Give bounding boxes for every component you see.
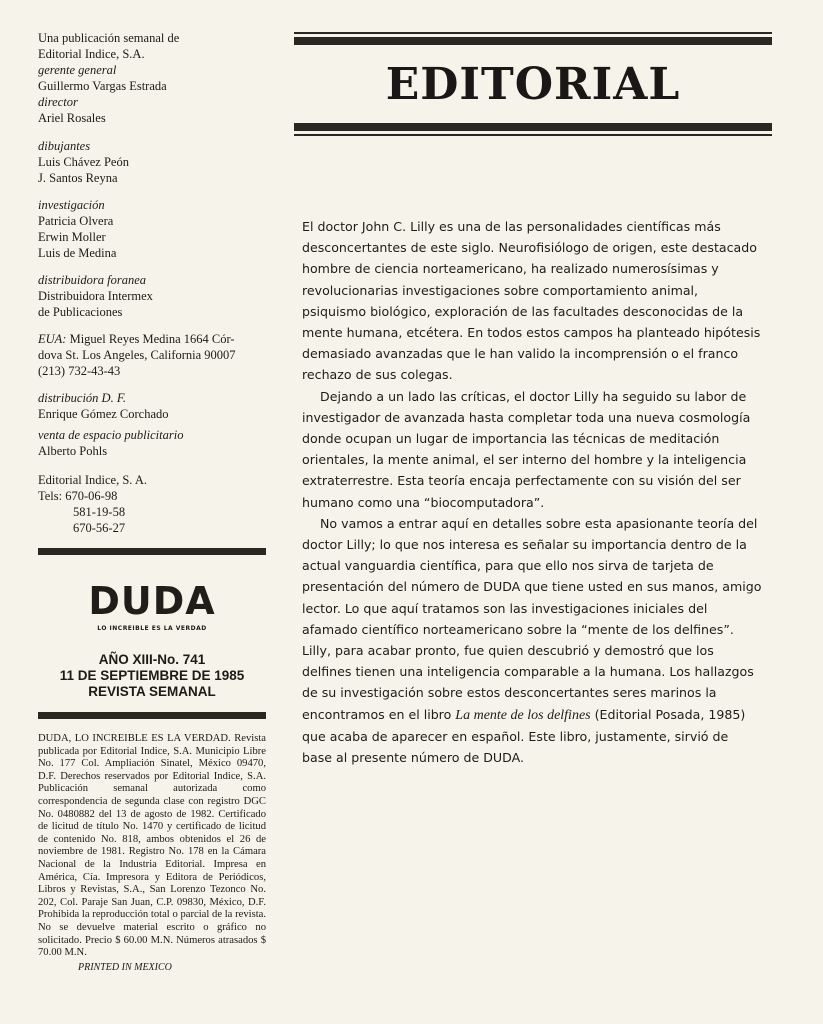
- credit-line: Distribuidora Intermex: [38, 289, 153, 303]
- credit-line: Patricia Olvera: [38, 214, 114, 228]
- credit-line: dova St. Los Angeles, California 90007: [38, 348, 236, 362]
- issue-number: AÑO XIII-No. 741: [98, 652, 206, 667]
- editorial-article: [302, 216, 762, 768]
- credit-line: Erwin Moller: [38, 230, 106, 244]
- legal-notice: DUDA, LO INCREIBLE ES LA VERDAD. Revista publicada por Editorial Indice, S.A. Municipio Libre No. 177 Col. Ampliación Sinatel, México 09470, D.F. Derechos reservados por Editorial Indice, S.A. Publicación semanal autorizada como correspondencia de segunda clase con registro DGC No. 0480882 del 13 de agosto de 1982. Certificado de licitud de título No. 1470 y certificado de licitud de contenido No. 818, ambos obtenidos el 26 de noviembre de 1981. Registro No. 178 en la Cámara Nacional de la Industria Editorial. Impresa en América, Cía. Impresora y Editora de Periódicos, Libros y Revistas, S.A., San Lorenzo Tezonco No. 202, Col. Paraje San Juan, C.P. 09830, México, D.F. Prohibida la reproducción total o parcial de la revista. No se devuelve material escrito o gráfico no solicitado. Precio $ 60.00 M.N. Números atrasados $ 70.00 M.N.: [38, 733, 266, 959]
- divider: [38, 712, 266, 719]
- article-paragraph: Dejando a un lado las críticas, el doctor Lilly ha seguido su labor de investigador de avanzada hasta completar toda una nueva cosmología donde ocupan un lugar de importancia las técnicas de meditación orientales, la mente animal, el ser interno del hombre y la inteligencia extraterrestre. Esta teoría encaja perfectamente con su visión del ser humano como una “biocomputadora”.: [302, 388, 751, 510]
- editorial-header: [294, 32, 772, 136]
- credit-role: dibujantes: [38, 139, 91, 153]
- credit-line: Enrique Gómez Corchado: [38, 407, 169, 421]
- credit-line: Guillermo Vargas Estrada: [38, 79, 167, 93]
- credit-role: distribución D. F.: [38, 391, 126, 405]
- duda-tagline: LO INCREIBLE ES LA VERDAD: [97, 625, 207, 632]
- credit-line: Luis Chávez Peón: [38, 155, 129, 169]
- book-title: La mente de los delfines: [455, 707, 591, 723]
- phone-number: 670-06-98: [65, 489, 118, 503]
- issue-date: 11 DE SEPTIEMBRE DE 1985: [59, 668, 245, 683]
- phone-number: 670-56-27: [73, 521, 126, 535]
- credit-usa: [38, 331, 270, 379]
- credit-line: Luis de Medina: [38, 246, 117, 260]
- credit-director: [38, 94, 270, 126]
- divider: [294, 37, 772, 45]
- credit-research: [38, 197, 270, 261]
- printed-in-mexico: PRINTED IN MEXICO: [78, 961, 172, 973]
- credit-publisher: [38, 30, 270, 62]
- masthead: [38, 581, 266, 700]
- paragraph-text: (Editorial Posada, 1985) que acaba de aparecer en español. Este libro, justamente, sirvió de base al presente número de DUDA.: [302, 706, 746, 766]
- credit-role: investigación: [38, 198, 105, 212]
- page-title: EDITORIAL: [385, 59, 681, 110]
- tels-label: Tels:: [38, 489, 63, 503]
- divider: [294, 123, 772, 131]
- credit-line: J. Santos Reyna: [38, 171, 118, 185]
- divider: [294, 32, 772, 34]
- duda-logo: DUDA: [88, 579, 216, 623]
- credit-illustrators: [38, 138, 270, 186]
- credit-distribution-df: [38, 390, 270, 422]
- article-paragraph: [302, 513, 762, 768]
- credit-line: Alberto Pohls: [38, 444, 108, 458]
- credit-line: Ariel Rosales: [38, 111, 106, 125]
- credit-role: EUA:: [38, 332, 67, 346]
- credit-role: distribuidora foranea: [38, 273, 146, 287]
- credit-line: [38, 331, 270, 347]
- contact-phone-line: [38, 488, 270, 504]
- divider: [38, 548, 266, 555]
- credit-line: (213) 732-43-43: [38, 364, 121, 378]
- credit-general-manager: [38, 62, 270, 94]
- staff-column: [38, 30, 270, 976]
- issue-type: REVISTA SEMANAL: [88, 684, 216, 699]
- credit-advertising: [38, 427, 270, 459]
- credit-text: Miguel Reyes Medina 1664 Cór-: [69, 332, 235, 346]
- credit-line: de Publicaciones: [38, 305, 123, 319]
- credit-distribution-foreign: [38, 272, 270, 320]
- contact-block: [38, 472, 270, 536]
- article-paragraph: El doctor John C. Lilly es una de las personalidades científicas más desconcertantes de este siglo. Neurofisiólogo de origen, este destacado hombre de ciencia norteamericano, ha realizado numerosísimas y revolucionarias investigaciones sobre comportamiento animal, psiquismo biológico, exploración de las facultades desconocidas de la mente humana, etcétera. En todos estos campos ha planteado hipótesis demasiado avanzadas que le han valido la incomprensión o el franco rechazo de sus colegas.: [302, 219, 761, 383]
- credit-line: Una publicación semanal de: [38, 31, 180, 45]
- credit-role: gerente general: [38, 63, 117, 77]
- contact-company: Editorial Indice, S. A.: [38, 473, 148, 487]
- phone-number: 581-19-58: [73, 505, 126, 519]
- credit-role: director: [38, 95, 78, 109]
- credit-line: Editorial Indice, S.A.: [38, 47, 145, 61]
- divider: [294, 134, 772, 136]
- credit-role: venta de espacio publicitario: [38, 428, 184, 442]
- issue-info: [38, 652, 266, 700]
- paragraph-text: No vamos a entrar aquí en detalles sobre esta apasionante teoría del doctor Lilly; lo que nos interesa es señalar su importancia dentro de la actual vanguardia científica, para que ello nos sirva de tarjeta de presentación del número de DUDA que tiene usted en sus manos, amigo lector. Lo que aquí tratamos son las investigaciones iniciales del afamado científico norteamericano sobre la “mente de los delfines”. Lilly, para acabar pronto, fue quien descubrió y demostró que los delfines tienen una inteligencia comparable a la humana. Los hallazgos de su investigación sobre estos desconcertantes seres marinos la encontramos en el libro: [302, 515, 762, 722]
